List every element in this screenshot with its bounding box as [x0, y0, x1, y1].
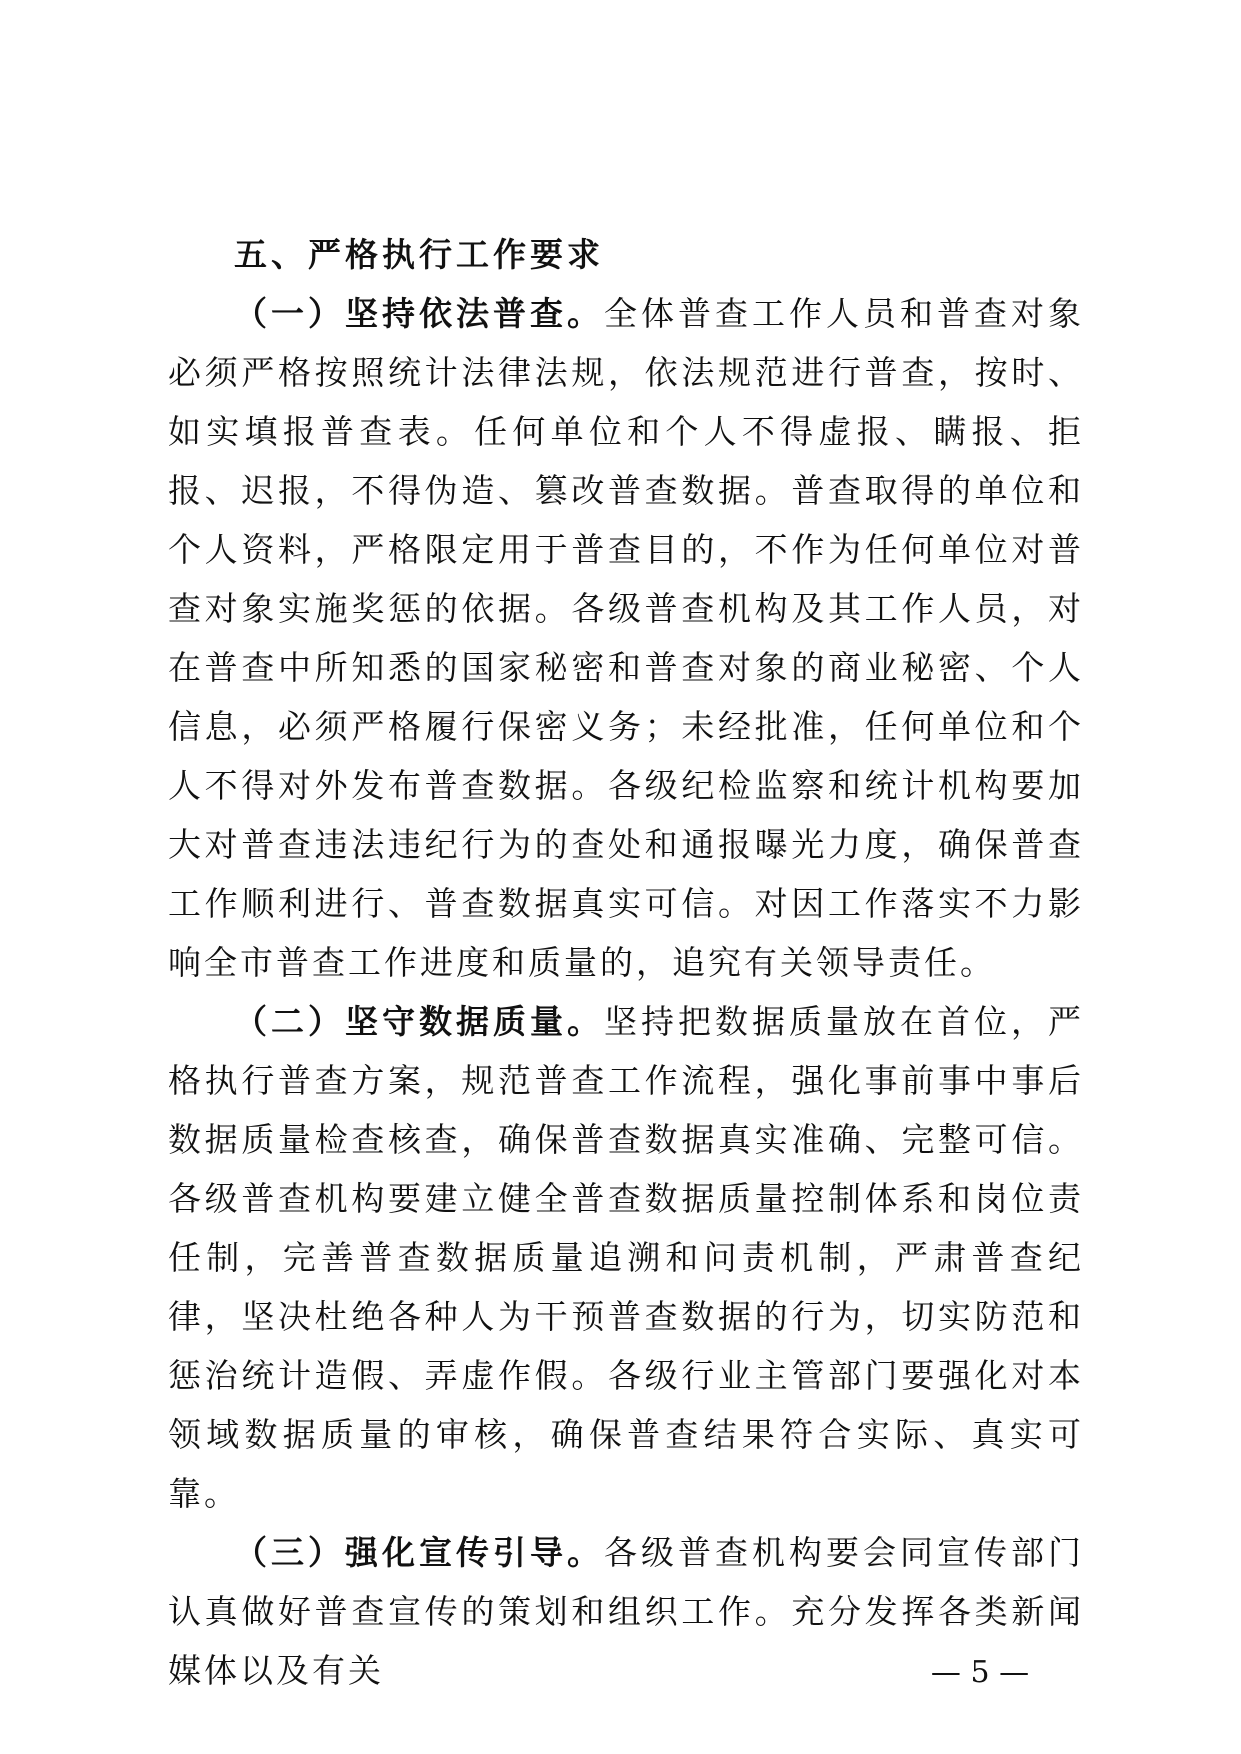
paragraph-3-lead: （三）强化宣传引导。 — [234, 1533, 604, 1572]
paragraph-2-lead: （二）坚守数据质量。 — [234, 1002, 604, 1041]
paragraph-1 — [168, 284, 1084, 992]
page-number: — 5 — — [930, 1655, 1030, 1690]
body-text — [168, 225, 1084, 1700]
paragraph-1-lead: （一）坚持依法普查。 — [234, 294, 604, 333]
paragraph-1-text: 全体普查工作人员和普查对象必须严格按照统计法律法规，依法规范进行普查，按时、如实填报普查表。任何单位和个人不得虚报、瞒报、拒报、迟报，不得伪造、篡改普查数据。普查取得的单位和个人资料，严格限定用于普查目的，不作为任何单位对普查对象实施奖惩的依据。各级普查机构及其工作人员，对在普查中所知悉的国家秘密和普查对象的商业秘密、个人信息，必须严格履行保密义务；未经批准，任何单位和个人不得对外发布普查数据。各级纪检监察和统计机构要加大对普查违法违纪行为的查处和通报曝光力度，确保普查工作顺利进行、普查数据真实可信。对因工作落实不力影响全市普查工作进度和质量的，追究有关领导责任。 — [168, 294, 1084, 982]
section-heading: 五、严格执行工作要求 — [234, 235, 604, 274]
paragraph-2-text: 坚持把数据质量放在首位，严格执行普查方案，规范普查工作流程，强化事前事中事后数据质量检查核查，确保普查数据真实准确、完整可信。各级普查机构要建立健全普查数据质量控制体系和岗位责任制，完善普查数据质量追溯和问责机制，严肃普查纪律，坚决杜绝各种人为干预普查数据的行为，切实防范和惩治统计造假、弄虚作假。各级行业主管部门要强化对本领域数据质量的审核，确保普查结果符合实际、真实可靠。 — [168, 1002, 1084, 1513]
paragraph-2 — [168, 992, 1084, 1523]
paragraph-3-text: 各级普查机构要会同宣传部门认真做好普查宣传的策划和组织工作。充分发挥各类新闻媒体以及有关 — [168, 1533, 1084, 1690]
